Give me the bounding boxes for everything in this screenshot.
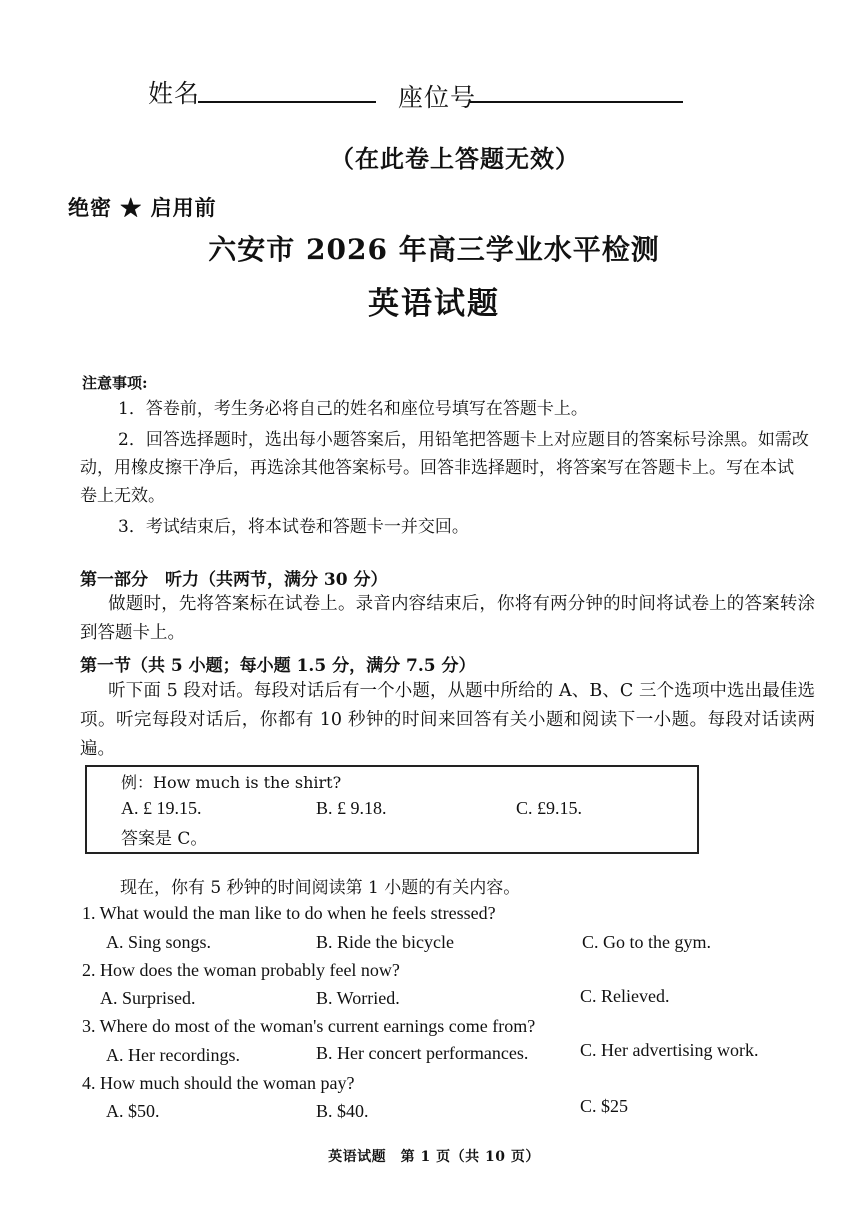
question-4-option-a: A. $50. — [106, 1101, 160, 1121]
notes-heading: 注意事项: — [82, 374, 148, 392]
example-option-a: A. £ 19.15. — [121, 798, 202, 818]
question-3-option-c: C. Her advertising work. — [580, 1040, 759, 1060]
question-3-option-a: A. Her recordings. — [106, 1045, 240, 1065]
secret-label: 绝密 ★ 启用前 — [68, 195, 217, 220]
invalid-note: （在此卷上答题无效） — [330, 144, 580, 173]
question-2-option-a: A. Surprised. — [100, 988, 196, 1008]
question-1-option-c: C. Go to the gym. — [582, 932, 711, 952]
section1-heading: 第一节（共 5 小题；每小题 1.5 分，满分 7.5 分） — [80, 656, 476, 676]
notes-item-1: 1．答卷前，考生务必将自己的姓名和座位号填写在答题卡上。 — [118, 399, 588, 419]
page-footer: 英语试题 第 1 页（共 10 页） — [328, 1149, 540, 1165]
part1-heading: 第一部分 听力（共两节，满分 30 分） — [80, 570, 388, 590]
seat-label: 座位号 — [398, 83, 477, 112]
question-4: 4. How much should the woman pay? — [82, 1073, 355, 1093]
example-option-b: B. £ 9.18. — [316, 798, 387, 818]
part1-instructions — [80, 590, 815, 648]
example-question: 例：How much is the shirt? — [121, 773, 342, 792]
notes-item-2-line-1: 2．回答选择题时，选出每小题答案后，用铅笔把答题卡上对应题目的答案标号涂黑。如需改 — [118, 430, 809, 450]
section1-instructions-text: 听下面 5 段对话。每段对话后有一个小题，从题中所给的 A、B、C 三个选项中选出最佳选项。听完每段对话后，你都有 10 秒钟的时间来回答有关小题和阅读下一小题。每段对话读两遍。 — [80, 681, 815, 759]
example-option-c: C. £9.15. — [516, 798, 583, 818]
question-3-option-b: B. Her concert performances. — [316, 1043, 529, 1063]
question-4-option-c: C. $25 — [580, 1096, 629, 1116]
name-label: 姓名 — [148, 79, 201, 108]
part1-instructions-text: 做题时，先将答案标在试卷上。录音内容结束后，你将有两分钟的时间将试卷上的答案转涂到答题卡上。 — [80, 594, 815, 643]
exam-subtitle: 英语试题 — [368, 286, 500, 322]
question-2: 2. How does the woman probably feel now? — [82, 960, 400, 980]
seat-blank-line — [470, 101, 683, 103]
now-read-note: 现在，你有 5 秒钟的时间阅读第 1 小题的有关内容。 — [120, 878, 521, 898]
example-box — [85, 765, 699, 854]
notes-item-2-line-3: 卷上无效。 — [80, 486, 165, 506]
notes-item-3: 3．考试结束后，将本试卷和答题卡一并交回。 — [118, 517, 469, 537]
example-answer: 答案是 C。 — [121, 829, 208, 849]
notes-item-2-line-2: 动，用橡皮擦干净后，再选涂其他答案标号。回答非选择题时，将答案写在答题卡上。写在本试 — [80, 458, 794, 478]
question-1: 1. What would the man like to do when he feels stressed? — [82, 903, 496, 923]
name-blank-line — [198, 101, 376, 103]
question-4-option-b: B. $40. — [316, 1101, 369, 1121]
question-1-option-b: B. Ride the bicycle — [316, 932, 454, 952]
question-2-option-b: B. Worried. — [316, 988, 400, 1008]
question-2-option-c: C. Relieved. — [580, 986, 670, 1006]
exam-title: 六安市 2026 年高三学业水平检测 — [208, 233, 660, 266]
question-3: 3. Where do most of the woman's current earnings come from? — [82, 1016, 536, 1036]
section1-instructions — [80, 677, 815, 764]
question-1-option-a: A. Sing songs. — [106, 932, 212, 952]
